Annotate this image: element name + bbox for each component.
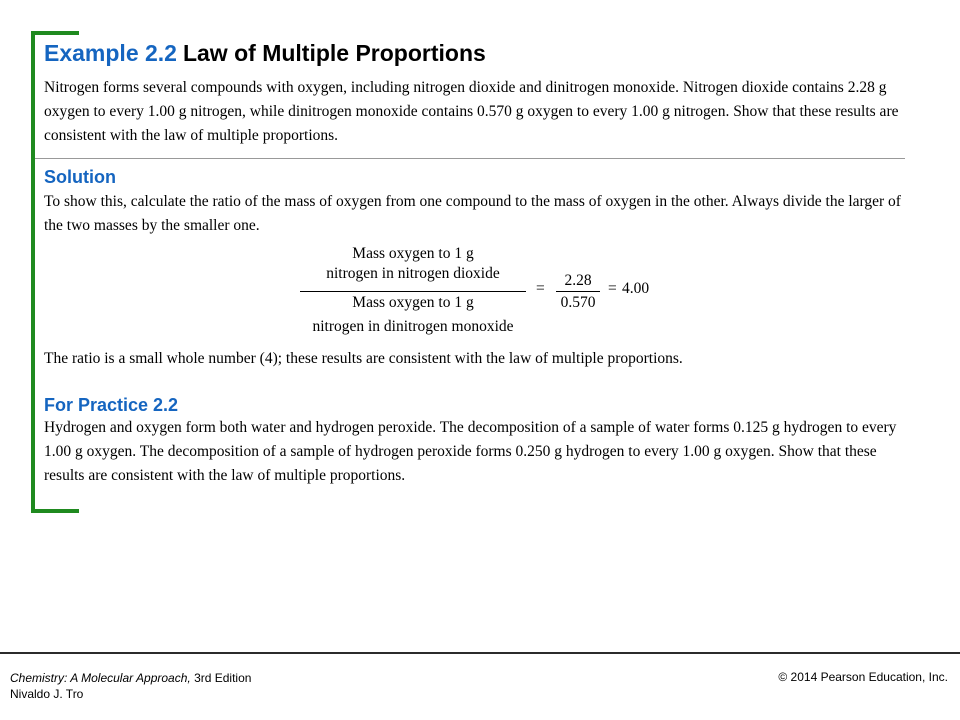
main-fraction-bar <box>300 291 526 292</box>
denominator-line-2: nitrogen in dinitrogen monoxide <box>312 318 514 335</box>
book-author: Nivaldo J. Tro <box>10 687 84 701</box>
ratio-result: 4.00 <box>622 280 650 297</box>
numerator-line-1: Mass oxygen to 1 g <box>352 245 474 262</box>
footer-citation <box>10 670 251 702</box>
page-title <box>44 40 486 67</box>
numerator-line-2: nitrogen in nitrogen dioxide <box>326 265 500 282</box>
value-numerator: 2.28 <box>564 272 592 289</box>
equals-sign-1: = <box>536 280 545 297</box>
solution-heading: Solution <box>44 167 116 187</box>
equals-sign-2: = <box>608 280 617 297</box>
value-denominator: 0.570 <box>560 294 596 311</box>
book-title: Chemistry: A Molecular Approach, <box>10 671 191 685</box>
solution-intro: To show this, calculate the ratio of the mass of oxygen from one compound to the mass of oxygen in the other. Always divide the larger of the two masses by the smaller one. <box>44 193 901 234</box>
example-title: Law of Multiple Proportions <box>182 40 486 66</box>
bracket-vertical <box>31 31 35 513</box>
practice-text: Hydrogen and oxygen form both water and hydrogen peroxide. The decomposition of a sample of water forms 0.125 g hydrogen to every 1.00 g oxygen. The decomposition of a sample of hydrogen peroxide forms 0.250 g hydrogen to every 1.00 g oxygen. Show that these results are consistent with the law of multiple proportions. <box>44 419 897 484</box>
book-edition: 3rd Edition <box>190 671 252 685</box>
practice-heading: For Practice 2.2 <box>44 395 179 415</box>
bracket-bottom <box>31 509 79 513</box>
solution-conclusion: The ratio is a small whole number (4); these results are consistent with the law of multiple proportions. <box>44 350 683 367</box>
problem-text: Nitrogen forms several compounds with oxygen, including nitrogen dioxide and dinitrogen monoxide. Nitrogen dioxide contains 2.28 g oxygen to every 1.00 g nitrogen, while dinitrogen monoxide contains 0.570 g oxygen to every 1.00 g nitrogen. Show that these results are consistent with the law of multiple proportions. <box>44 79 899 144</box>
value-fraction-bar <box>556 291 600 292</box>
example-number: Example 2.2 <box>44 40 177 66</box>
denominator-line-1: Mass oxygen to 1 g <box>352 294 474 311</box>
bracket-top <box>31 31 79 35</box>
footer-rule <box>0 652 960 654</box>
copyright: © 2014 Pearson Education, Inc. <box>778 670 948 684</box>
divider <box>35 158 905 159</box>
